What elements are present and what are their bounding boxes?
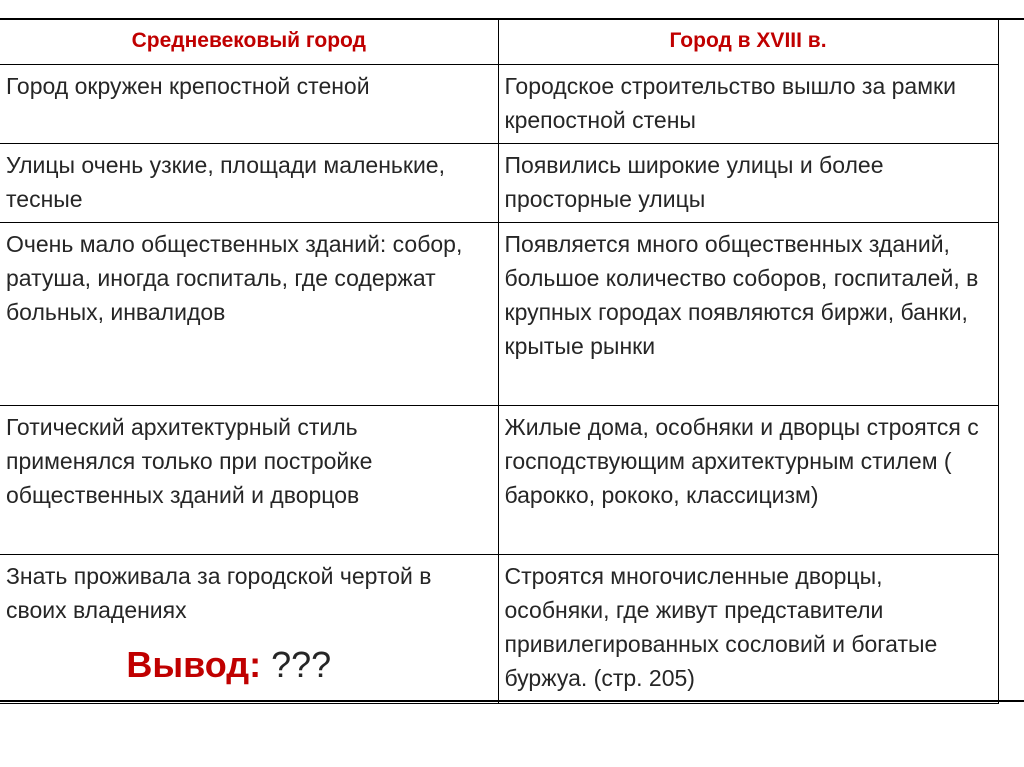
- table-row: [0, 144, 998, 223]
- table-cell: Строятся многочисленные дворцы, особняки, где живут представители привилегированных сословий и богатые буржуа. (стр. 205): [498, 555, 998, 704]
- conclusion-label: Вывод:: [126, 644, 272, 685]
- table-cell: Появляется много общественных зданий, большое количество соборов, госпиталей, в крупных городах появляются биржи, банки, крытые рынки: [498, 223, 998, 406]
- table-row: [0, 223, 998, 406]
- table-row: [0, 406, 998, 555]
- table-cell: Появились широкие улицы и более просторные улицы: [498, 144, 998, 223]
- table-cell-with-conclusion: [0, 555, 498, 704]
- header-city-18th-century: Город в XVIII в.: [498, 20, 998, 65]
- comparison-table: [0, 20, 999, 704]
- table-cell-text: Знать проживала за городской чертой в своих владениях: [6, 563, 432, 623]
- table-row: [0, 555, 998, 704]
- header-medieval-city: Средневековый город: [0, 20, 498, 65]
- table-cell: Городское строительство вышло за рамки крепостной стены: [498, 65, 998, 144]
- conclusion: [6, 643, 492, 687]
- table-cell: Готический архитектурный стиль применялся только при постройке общественных зданий и дворцов: [0, 406, 498, 555]
- conclusion-value: ???: [271, 644, 332, 685]
- table-cell: Улицы очень узкие, площади маленькие, тесные: [0, 144, 498, 223]
- bottom-rule: [0, 700, 1024, 702]
- table-cell: Очень мало общественных зданий: собор, ратуша, иногда госпиталь, где содержат больных, инвалидов: [0, 223, 498, 406]
- table-cell: Город окружен крепостной стеной: [0, 65, 498, 144]
- table-cell: Жилые дома, особняки и дворцы строятся с господствующим архитектурным стилем ( барокко, рококо, классицизм): [498, 406, 998, 555]
- table-header-row: [0, 20, 998, 65]
- table-row: [0, 65, 998, 144]
